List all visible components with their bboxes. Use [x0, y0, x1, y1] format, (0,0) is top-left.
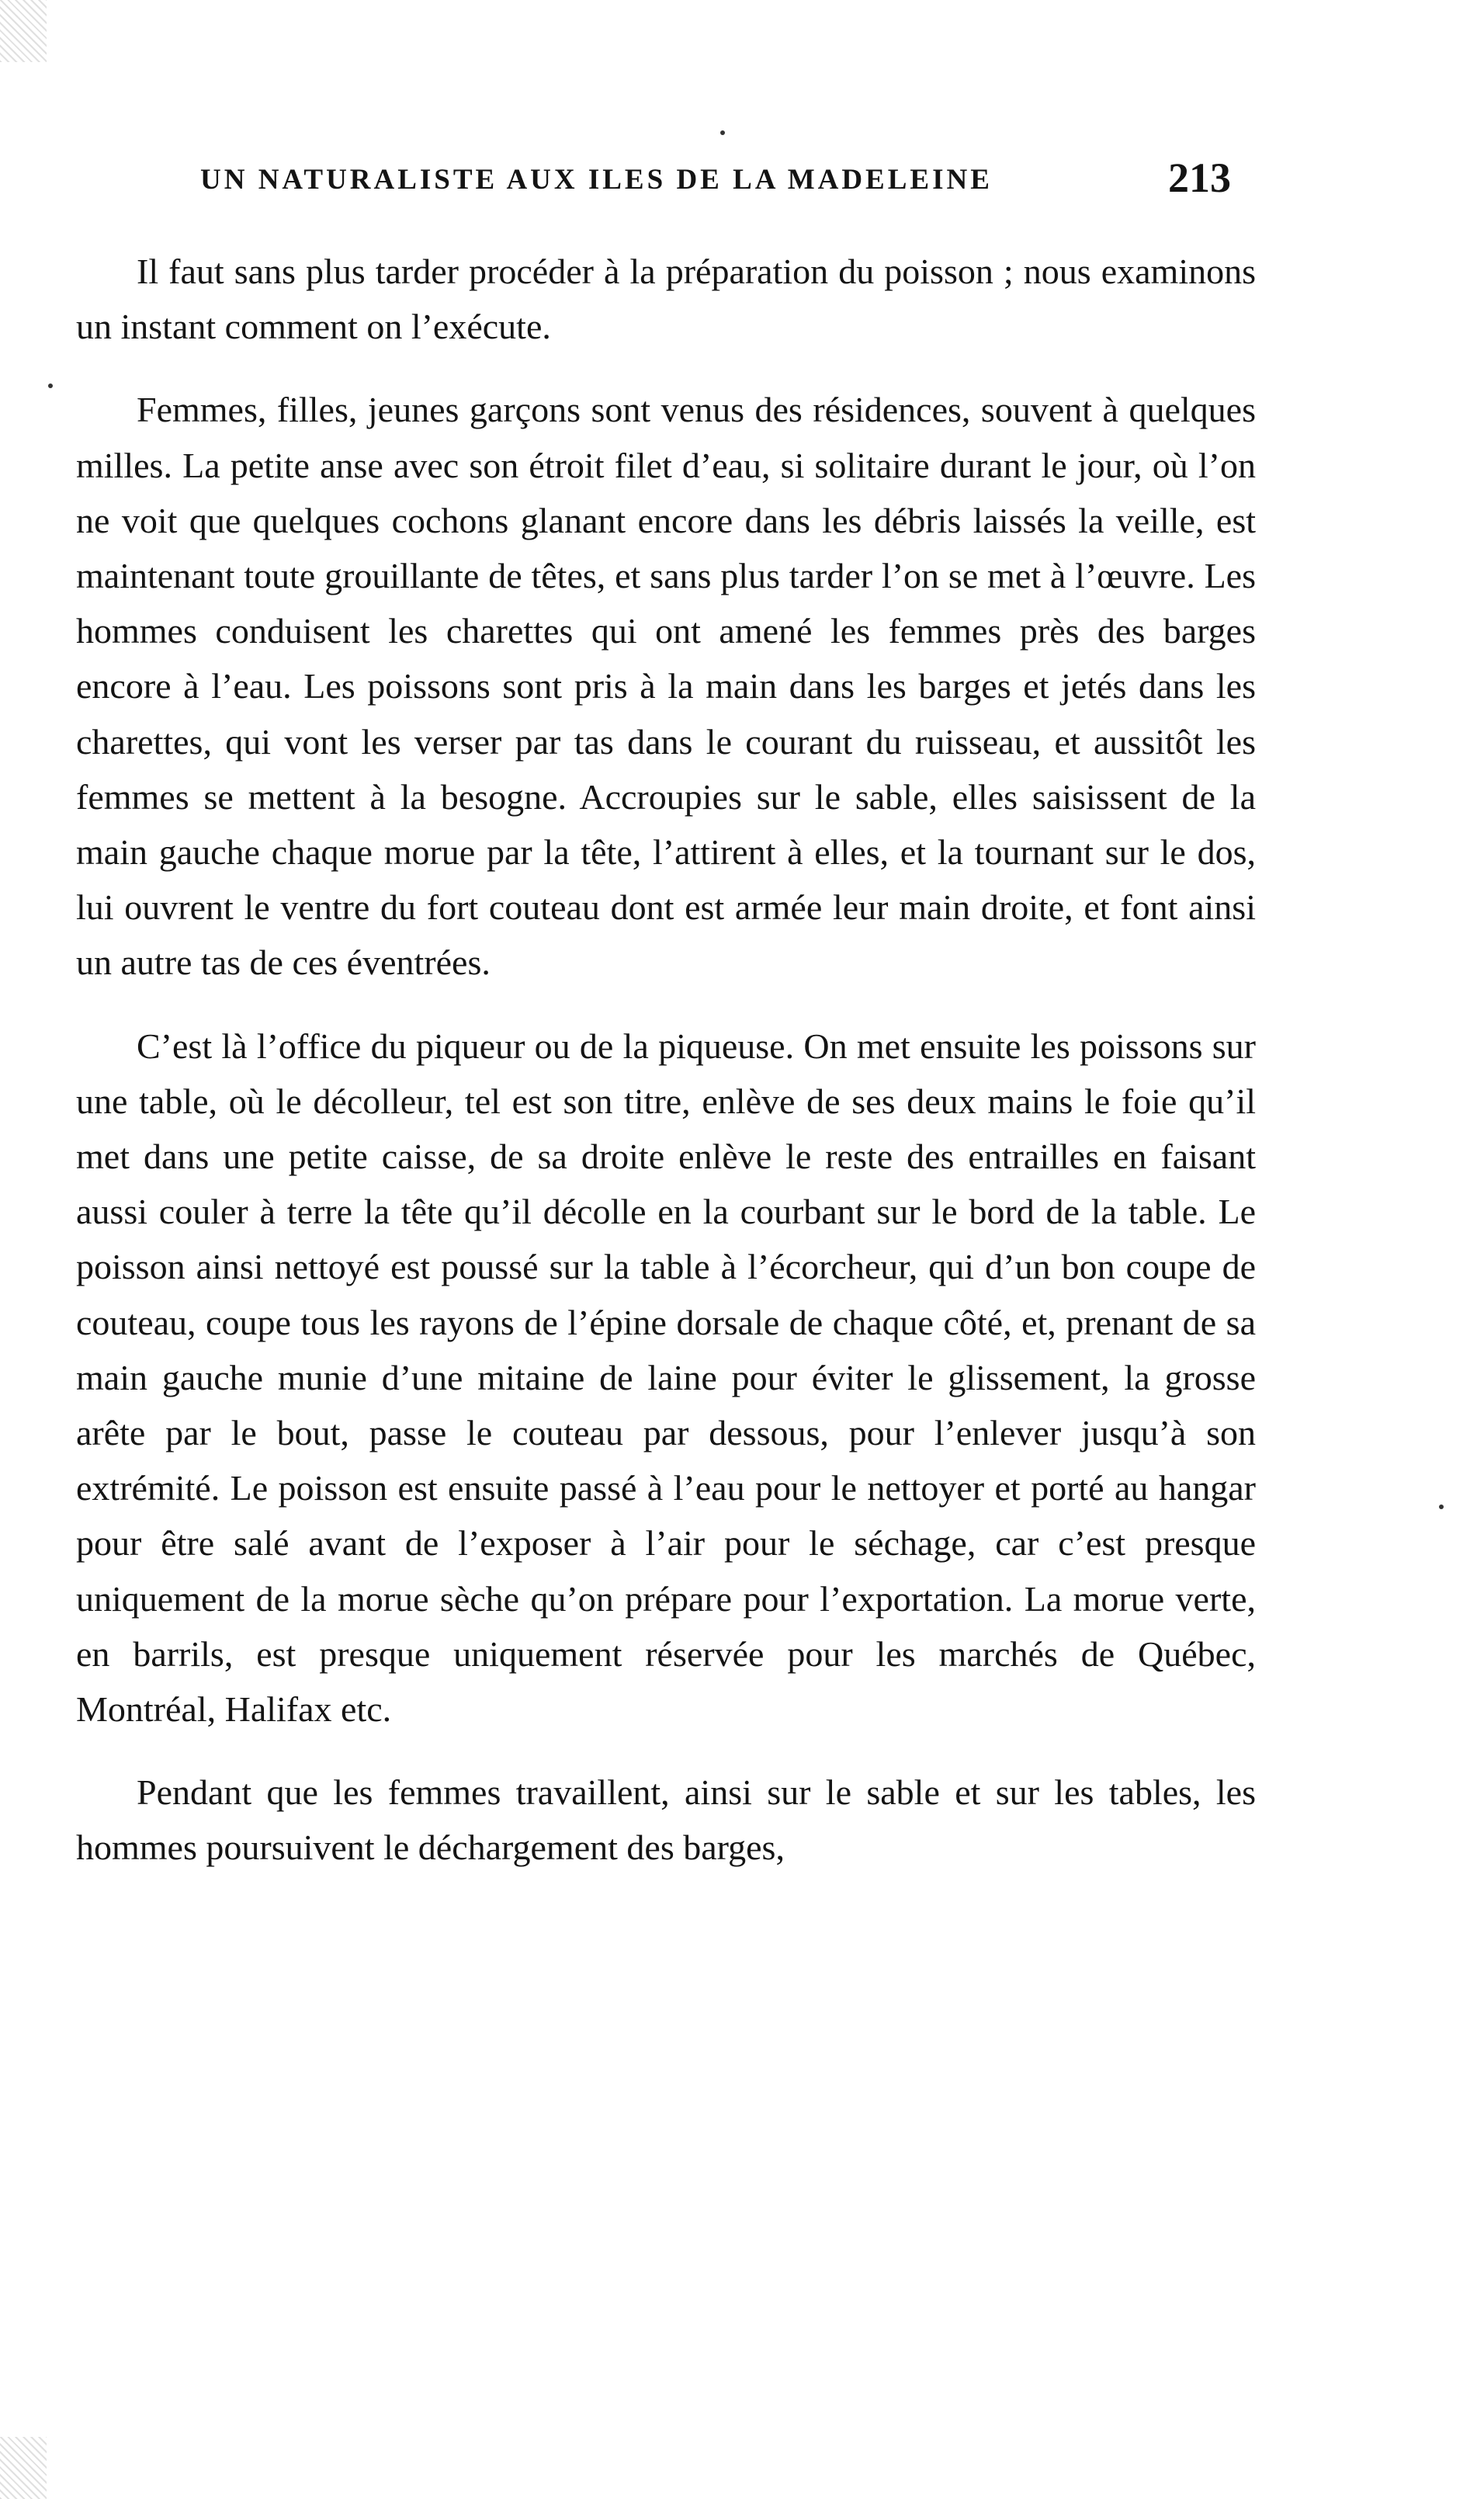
scan-noise-top: [0, 0, 47, 62]
paragraph-gap: [76, 1737, 1256, 1765]
scan-noise-bottom: [0, 2437, 47, 2499]
running-title: UN NATURALISTE AUX ILES DE LA MADELEINE: [200, 164, 993, 196]
paragraph-gap: [76, 991, 1256, 1019]
page-number: 213: [1168, 154, 1231, 201]
body-text: [76, 244, 1256, 1876]
ink-speck: [1439, 1505, 1444, 1509]
ink-speck: [720, 130, 725, 135]
paragraph: Femmes, filles, jeunes garçons sont venus des résidences, souvent à quelques milles. La petite anse avec son étroit filet d’eau, si solitaire durant le jour, où l’on ne voit que quelques cochons glanant encore dans les débris laissés la veille, est maintenant toute grouillante de têtes, et sans plus tarder l’on se met à l’œuvre. Les hommes conduisent les charettes qui ont amené les femmes près des barges encore à l’eau. Les poissons sont pris à la main dans les barges et jetés dans les charettes, qui vont les verser par tas dans le courant du ruisseau, et aussitôt les femmes se mettent à la besogne. Accroupies sur le sable, elles saisissent de la main gauche chaque morue par la tête, l’attirent à elles, et la tournant sur le dos, lui ouvrent le ventre du fort couteau dont est armée leur main droite, et font ainsi un autre tas de ces éventrées.: [76, 390, 1256, 983]
paragraph: Pendant que les femmes travaillent, ainsi sur le sable et sur les tables, les hommes poursuivent le déchargement des barges,: [76, 1772, 1256, 1868]
paragraph: Il faut sans plus tarder procéder à la préparation du poisson ; nous examinons un instant comment on l’exécute.: [76, 252, 1256, 347]
paragraph: C’est là l’office du piqueur ou de la piqueuse. On met ensuite les poissons sur une table, où le décolleur, tel est son titre, enlève de ses deux mains le foie qu’il met dans une petite caisse, de sa droite enlève le reste des entrailles en faisant aussi couler à terre la tête qu’il décolle en la courbant sur le bord de la table. Le poisson ainsi nettoyé est poussé sur la table à l’écorcheur, qui d’un bon coupe de couteau, coupe tous les rayons de l’épine dorsale de chaque côté, et, prenant de sa main gauche munie d’une mitaine de laine pour éviter le glissement, la grosse arête par le bout, passe le couteau par dessous, pour l’enlever jusqu’à son extrémité. Le poisson est ensuite passé à l’eau pour le nettoyer et porté au hangar pour être salé avant de l’exposer à l’air pour le séchage, car c’est presque uniquement de la morue sèche qu’on prépare pour l’exportation. La morue verte, en barrils, est presque uniquement réservée pour les marchés de Québec, Montréal, Halifax etc.: [76, 1026, 1256, 1730]
paragraph-gap: [76, 354, 1256, 382]
ink-speck: [48, 384, 53, 388]
running-header: [200, 152, 1231, 214]
